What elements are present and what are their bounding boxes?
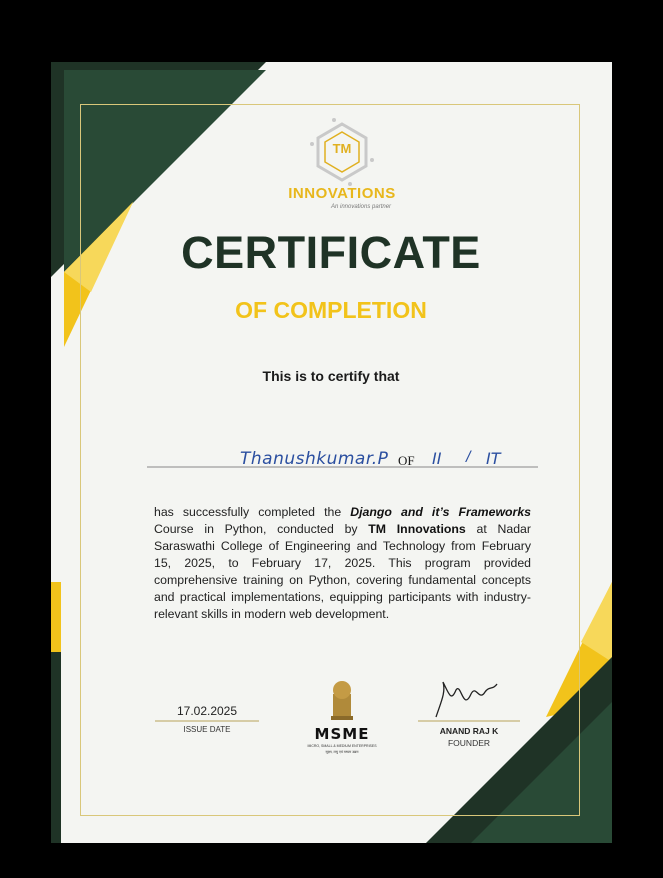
msme-subtitle-hindi: सूक्ष्म, लघु एवं मध्यम उद्यम bbox=[325, 750, 359, 754]
org-name: TM Innovations bbox=[368, 522, 466, 536]
signatory-name: ANAND RAJ K bbox=[439, 726, 499, 736]
course-name: Django and it’s Frameworks bbox=[350, 505, 531, 519]
certificate-paper bbox=[51, 62, 612, 843]
issue-date: 17.02.2025 bbox=[176, 704, 238, 718]
certificate-body bbox=[154, 504, 531, 623]
msme-subtitle: MICRO, SMALL & MEDIUM ENTERPRISES bbox=[307, 744, 377, 748]
recipient-name: Thanushkumar.P bbox=[240, 449, 389, 469]
of-label: OF bbox=[398, 453, 415, 468]
issue-date-label: ISSUE DATE bbox=[183, 725, 231, 734]
brand-tagline: An innovations partner bbox=[331, 204, 392, 210]
left-edge-green-strip bbox=[51, 652, 61, 843]
year-dept-separator: / bbox=[466, 449, 471, 466]
body-part-1: has successfully completed the bbox=[154, 505, 351, 519]
brand-name: INNOVATIONS bbox=[288, 185, 396, 202]
certificate-title: CERTIFICATE bbox=[181, 227, 481, 278]
certify-line: This is to certify that bbox=[262, 368, 400, 384]
recipient-department: IT bbox=[486, 449, 501, 468]
msme-logo-text: MSME bbox=[314, 725, 370, 743]
tm-monogram: TM bbox=[332, 141, 352, 156]
body-part-2: Course in Python, conducted by bbox=[154, 522, 369, 536]
recipient-year: II bbox=[432, 449, 442, 468]
signatory-role: FOUNDER bbox=[447, 738, 491, 748]
body-part-3: at Nadar Saraswathi College of Engineering and Technology from February 15, 2025, to February 17, 2025. This program provided comprehensive training on Python, covering fundamental concepts and practical implementations, equipping participants with industry-relevant skills in modern web development. bbox=[154, 522, 531, 621]
left-edge-gold-strip bbox=[51, 582, 61, 652]
certificate-subtitle: OF COMPLETION bbox=[235, 297, 427, 323]
